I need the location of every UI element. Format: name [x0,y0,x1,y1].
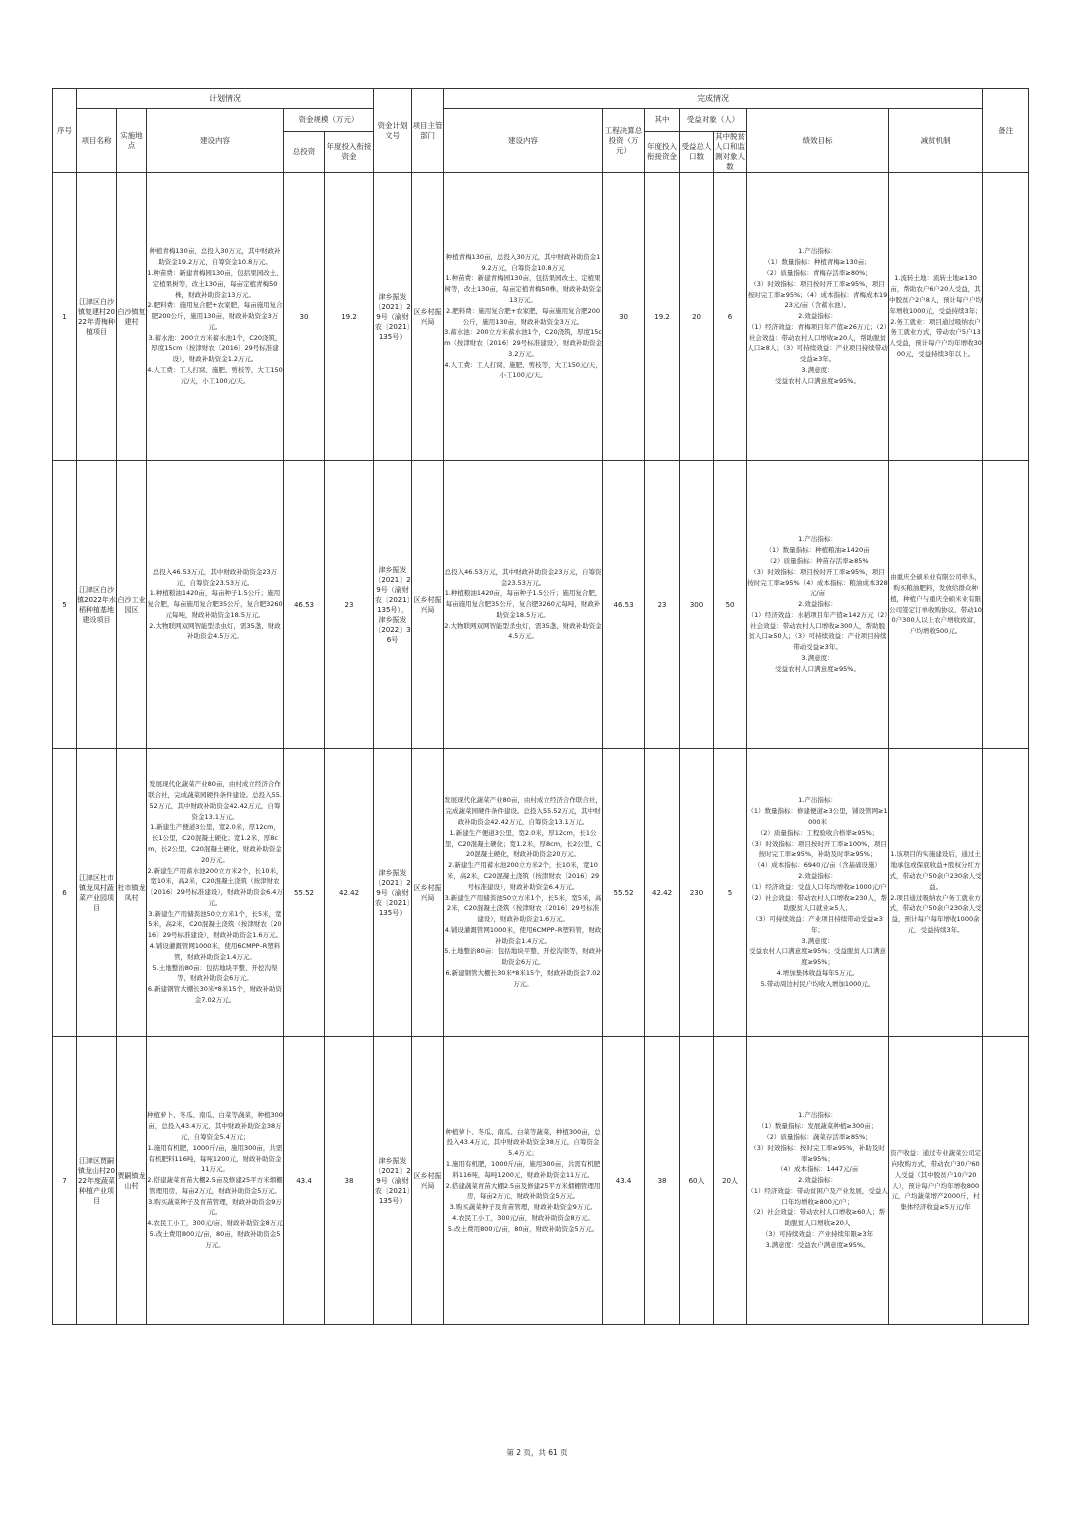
header-total: 总投资 [284,132,325,173]
cell-seq: 7 [53,1037,77,1325]
header-seq: 序号 [53,89,77,173]
header-annual: 年度投入衔接资金 [325,132,374,173]
cell-bpop: 20 [680,173,714,461]
header-place: 实施地点 [117,109,147,173]
cell-settle: 46.53 [603,461,645,749]
cell-perf: 1.产出指标： （1）数量指标：种植粮油≥1420亩 （2）质量指标：种苗存活率≥85% （3）时效指标：项目按时开工率≥95%，项目按时完工率≥95%（4）成本指标：粮油成本328元/亩 2.效益指标： （1）经济效益：水稻项目年产值≥142万元（2）社会效益：带动农村人口增收≥300人，帮助脱贫人口≥50人；（3）可持续效益：产业项目持续带动受益≥3年。 3.满意度： 受益农村人口满意度≥95%。 [747,461,889,749]
header-bpop: 受益总人口数 [680,132,714,173]
header-content: 建设内容 [147,109,284,173]
cell-bpop: 230 [680,749,714,1037]
cell-dannual: 42.42 [645,749,680,1037]
cell-perf: 1.产出指标： （1）数量指标：发展蔬菜种植≥300亩； （2）质量指标：蔬菜存活率≥85%； （3）时效指标：按时完工率≥95%，补助及时率≥95%； （4）成本指标：1447元/亩 2.效益指标： （1）经济效益：带动贫困户及产业发展，受益人口年均增收≥800元/户； （2）社会效益：带动农村人口增收≥60人；帮助脱贫人口增收≥20人 （3）可持续效益：产业持续年限≥3年 3.满意度：受益农户满意度≥95%。 [747,1037,889,1325]
cell-content: 种植萝卜、冬瓜、南瓜、白菜等蔬菜，种植300亩，总投入43.4万元，其中财政补助资金38万元，自筹资金5.4万元； 1.施用有机肥，1000斤/亩，施用300亩，共需有机肥料116吨，每吨1200元，财政补助资金11万元。 2.搭建蔬菜育苗大棚2.5亩及修建25平方米烟棚管理用房，每亩2万元，财政补助资金5万元。 3.购买蔬菜种子及育苗管理，财政补助资金9万元。 4.农民工小工，300元/亩，财政补助资金8万元 5.改土费用800元/亩，80亩，财政补助资金5万元。 [147,1037,284,1325]
cell-dcontent: 种植青梅130亩，总投入30万元，其中财政补助资金19.2万元，自筹资金10.8万元 1.种苗费：新建青梅园130亩，包括果园改土、定植果树等，改土130亩，每亩定植青梅50株，财政补助资金13万元。 2.肥料费：施用复合肥+农家肥，每亩施用复合肥200公斤，施用130亩，财政补助资金3万元。 3.蓄水池：200立方米蓄水池1个，C20浇筑，厚度15cm（按津财农〔2016〕29号标准建设），财政补助资金3.2万元。 4.人工费：工人打窝、施肥、剪枝等，大工150元/天，小工100元/天。 [444,173,603,461]
cell-perf: 1.产出指标： （1）数量指标：种植青梅≥130亩； （2）质量指标：青梅存活率≥80%； （3）时效指标：项目按时开工率≥95%，项目按时完工率≥95%；（4）成本指标：青梅成本1923元/亩（含蓄水池）。 2.效益指标： （1）经济效益：青梅项目年产值≥26万元；（2）社会效益：带动农村人口增收≥20人，帮助脱贫人口≥8人；（3）可持续效益：产业项目持续带动受益≥3年。 3.满意度： 受益农村人口满意度≥95%。 [747,173,889,461]
project-table [52,88,1029,1325]
cell-dannual: 19.2 [645,173,680,461]
cell-bpop: 60人 [680,1037,714,1325]
cell-place: 杜市镇龙凤村 [117,749,147,1037]
cell-dcontent: 总投入46.53万元，其中财政补助资金23万元，自筹资金23.53万元。 1.种植粮油1420亩，每亩种子1.5公斤；施用复合肥，每亩施用复合肥35公斤，复合肥3260元每吨，财政补助资金18.5万元。 2.大物联网双网智能型杀虫灯，需35盏，财政补助资金4.5万元。 [444,461,603,749]
cell-name: 江津区白沙镇2022年水稻种植基地建设项目 [77,461,117,749]
header-mech: 减贫机制 [889,109,983,173]
cell-mech: 由重庆全硕米业有限公司牵头，购买粮油肥料，发放给群众种植，种植户与重庆全硕米业有限公司签定订单收购协议，带动100户300人以上农户增收致富，户均增收500元。 [889,461,983,749]
cell-content: 种植青梅130亩，总投入30万元，其中财政补助资金19.2万元，自筹资金10.8万元。 1.种苗费：新建青梅园130亩，包括果园改土、定植果树等，改土130亩，每亩定植青梅50株，财政补助资金13万元。 2.肥料费：施用复合肥+农家肥，每亩施用复合肥200公斤，施用130亩，财政补助资金3万元。 3.蓄水池：200立方米蓄水池1个，C20浇筑，厚度15cm（按津财农〔2016〕29号标准建设），财政补助资金1.2万元。 4.人工费：工人打窝、施肥、剪枝等，大工150元/天，小工100元/天。 [147,173,284,461]
cell-note [983,173,1029,461]
cell-seq: 5 [53,461,77,749]
cell-name: 江津区白沙镇复建村2022年青梅种植项目 [77,173,117,461]
table-row [53,173,1029,461]
page-footer: 第 2 页，共 61 页 [506,1448,568,1457]
header-perf: 绩效目标 [747,109,889,173]
cell-name: 江津区杜市镇龙凤村蔬菜产业园项目 [77,749,117,1037]
cell-dept: 区乡村振兴局 [412,1037,444,1325]
cell-docno: 津乡振发〔2021〕29号（渝财农〔2021〕135号） [374,749,412,1037]
header-done: 完成情况 [444,89,983,109]
cell-mech: 资产收益：通过专业蔬菜公司定向收购方式，带动农户30户60人受益（其中脱贫户10户20人），预计每户户均年增收800元，户均蔬菜增产2000斤，村集体经济收益≥5万元/年 [889,1037,983,1325]
cell-total: 30 [284,173,325,461]
header-among: 其中 [645,109,680,132]
header-benef: 受益对象（人） [680,109,747,132]
cell-place: 白沙工业园区 [117,461,147,749]
cell-total: 46.53 [284,461,325,749]
cell-note [983,749,1029,1037]
cell-docno: 津乡振发〔2021〕29号（渝财农〔2021〕135号），津乡振发〔2022〕36号 [374,461,412,749]
header-name: 项目名称 [77,109,117,173]
header-plan: 计划情况 [77,89,374,109]
table-row [53,1037,1029,1325]
document-page [52,88,1028,1325]
table-row [53,749,1029,1037]
header-dannual: 年度投入衔接资金 [645,132,680,173]
cell-name: 江津区贾嗣镇龙山村2022年度蔬菜种植产业项目 [77,1037,117,1325]
cell-mech: 1.该项目的实施建设后，通过土地承包或保底收益+股权分红方式，带动农户50余户230余人受益。 2.项目通过吸纳农户务工就业方式，带动农户50余户230余人受益，预计每户每年增收1000余元，受益持续3年。 [889,749,983,1037]
cell-annual: 38 [325,1037,374,1325]
cell-content: 总投入46.53万元，其中财政补助资金23万元，自筹资金23.53万元。 1.种植粮油1420亩，每亩种子1.5公斤；施用复合肥，每亩施用复合肥35公斤，复合肥3260元每吨，财政补助资金18.5万元。 2.大物联网双网智能型杀虫灯，需35盏，财政补助资金4.5万元。 [147,461,284,749]
header-dept: 项目主管部门 [412,89,444,173]
cell-bpoor: 6 [714,173,747,461]
cell-settle: 30 [603,173,645,461]
cell-bpop: 300 [680,461,714,749]
cell-place: 白沙镇复建村 [117,173,147,461]
cell-dept: 区乡村振兴局 [412,173,444,461]
cell-docno: 津乡振发〔2021〕29号（渝财农〔2021〕135号） [374,1037,412,1325]
cell-annual: 42.42 [325,749,374,1037]
cell-dannual: 38 [645,1037,680,1325]
cell-mech: 1.流转土地：流转土地≥130亩，帮助农户6户20人受益，其中脱贫户2户8人，预计每户户均年增收1000元，受益持续3年； 2.务工就业：项目通过吸纳农户务工就业方式，带动农户5户13人受益，预计每户户均年增收3000元，受益持续3年以上。 [889,173,983,461]
cell-settle: 43.4 [603,1037,645,1325]
cell-settle: 55.52 [603,749,645,1037]
cell-seq: 1 [53,173,77,461]
cell-content: 发展现代化蔬菜产业80亩，由村成立经济合作联合社，完成蔬菜园硬件条件建设。总投入55.52万元，其中财政补助资金42.42万元，自筹资金13.1万元。 1.新建生产便道3公里，宽2.0米，厚12cm，长1公里，C20混凝土硬化；宽1.2米，厚8cm，长2公里，C20混凝土硬化，财政补助资金20万元。 2.新建生产用蓄水池200立方米2个，长10米，宽10米，高2米，C20混凝土浇筑（按津财农〔2016〕29号标准建设），财政补助资金6.4万元。 3.新建生产用储粪池50立方米1个，长5米，宽5米，高2米，C20混凝土浇筑（按津财农〔2016〕29号标准建设），财政补助资金1.6万元。 4.铺设灌溉管网1000米，使用6CMPP–R塑料管，财政补助资金1.4万元。 5.土地整治80亩：包括地块平整、开挖沟渠等，财政补助资金6万元。 6.新建钢管大棚长30米*8米15个，财政补助资金7.02万元。 [147,749,284,1037]
cell-dept: 区乡村振兴局 [412,749,444,1037]
cell-total: 55.52 [284,749,325,1037]
table-row [53,461,1029,749]
cell-docno: 津乡振发〔2021〕29号（渝财农〔2021〕135号） [374,173,412,461]
cell-note [983,1037,1029,1325]
cell-annual: 23 [325,461,374,749]
header-scale: 资金规模（万元） [284,109,374,132]
header-dcontent: 建设内容 [444,109,603,173]
cell-dannual: 23 [645,461,680,749]
cell-note [983,461,1029,749]
cell-bpoor: 50 [714,461,747,749]
header-bpoor: 其中脱贫人口和监测对象人数 [715,132,746,171]
cell-bpoor: 20人 [714,1037,747,1325]
cell-perf: 1.产出指标： （1）数量指标：修建便道≥3公里，铺设管网≥1000米 （2）质量指标：工程验收合格率≥95%； （3）时效指标：项目按时开工率≥100%，项目按时完工率≥95%，补助及时率≥95%； （4）成本指标：6940元/亩（含基础设施） 2.效益指标： （1）经济效益：受益人口年均增收≥1000元/户 （2）社会效益：带动农村人口增收≥230人，帮助脱贫人口就业≥5人； （3）可持续效益：产业项目持续带动受益≥3年； 3.满意度： 受益农村人口满意度≥95%；受益脱贫人口满意度≥95%； 4.增加集体收益每年5万元。 5.带动周边村民户均收入增加1000元。 [747,749,889,1037]
cell-annual: 19.2 [325,173,374,461]
cell-seq: 6 [53,749,77,1037]
header-docno: 资金计划文号 [374,89,412,173]
cell-bpoor: 5 [714,749,747,1037]
cell-dept: 区乡村振兴局 [412,461,444,749]
cell-total: 43.4 [284,1037,325,1325]
cell-dcontent: 发展现代化蔬菜产业80亩，由村成立经济合作联合社，完成蔬菜园硬件条件建设。总投入55.52万元，其中财政补助资金42.42万元，自筹资金13.1万元。 1.新建生产便道3公里，宽2.0米，厚12cm，长1公里，C20混凝土硬化；宽1.2米，厚8cm，长2公里，C20混凝土硬化，财政补助资金20万元。 2.新建生产用蓄水池200立方米2个，长10米，宽10米，高2米，C20混凝土浇筑（按津财农〔2016〕29号标准建设），财政补助资金6.4万元。 3.新建生产用储粪池50立方米1个，长5米，宽5米，高2米，C20混凝土浇筑（按津财农〔2016〕29号标准建设），财政补助资金1.6万元。 4.铺设灌溉管网1000米，使用6CMPP–R塑料管，财政补助资金1.4万元。 5.土地整治80亩：包括地块平整、开挖沟渠等，财政补助资金6万元。 6.新建钢管大棚长30米*8米15个，财政补助资金7.02万元。 [444,749,603,1037]
header-note: 备注 [983,89,1029,173]
cell-dcontent: 种植萝卜、冬瓜、南瓜、白菜等蔬菜，种植300亩，总投入43.4万元，其中财政补助资金38万元，自筹资金5.4万元； 1.施用有机肥，1000斤/亩，施用300亩，共需有机肥料116吨，每吨1200元，财政补助资金11万元。 2.搭建蔬菜育苗大棚2.5亩及修建25平方米烟棚管理用房，每亩2万元，财政补助资金5万元。 3.购买蔬菜种子及育苗管理，财政补助资金9万元。 4.农民工小工，300元/亩，财政补助资金8万元。 5.改土费用800元/亩，80亩，财政补助资金5万元。 [444,1037,603,1325]
header-settle: 工程决算总投资（万元） [603,109,645,173]
cell-place: 贾嗣镇龙山村 [117,1037,147,1325]
